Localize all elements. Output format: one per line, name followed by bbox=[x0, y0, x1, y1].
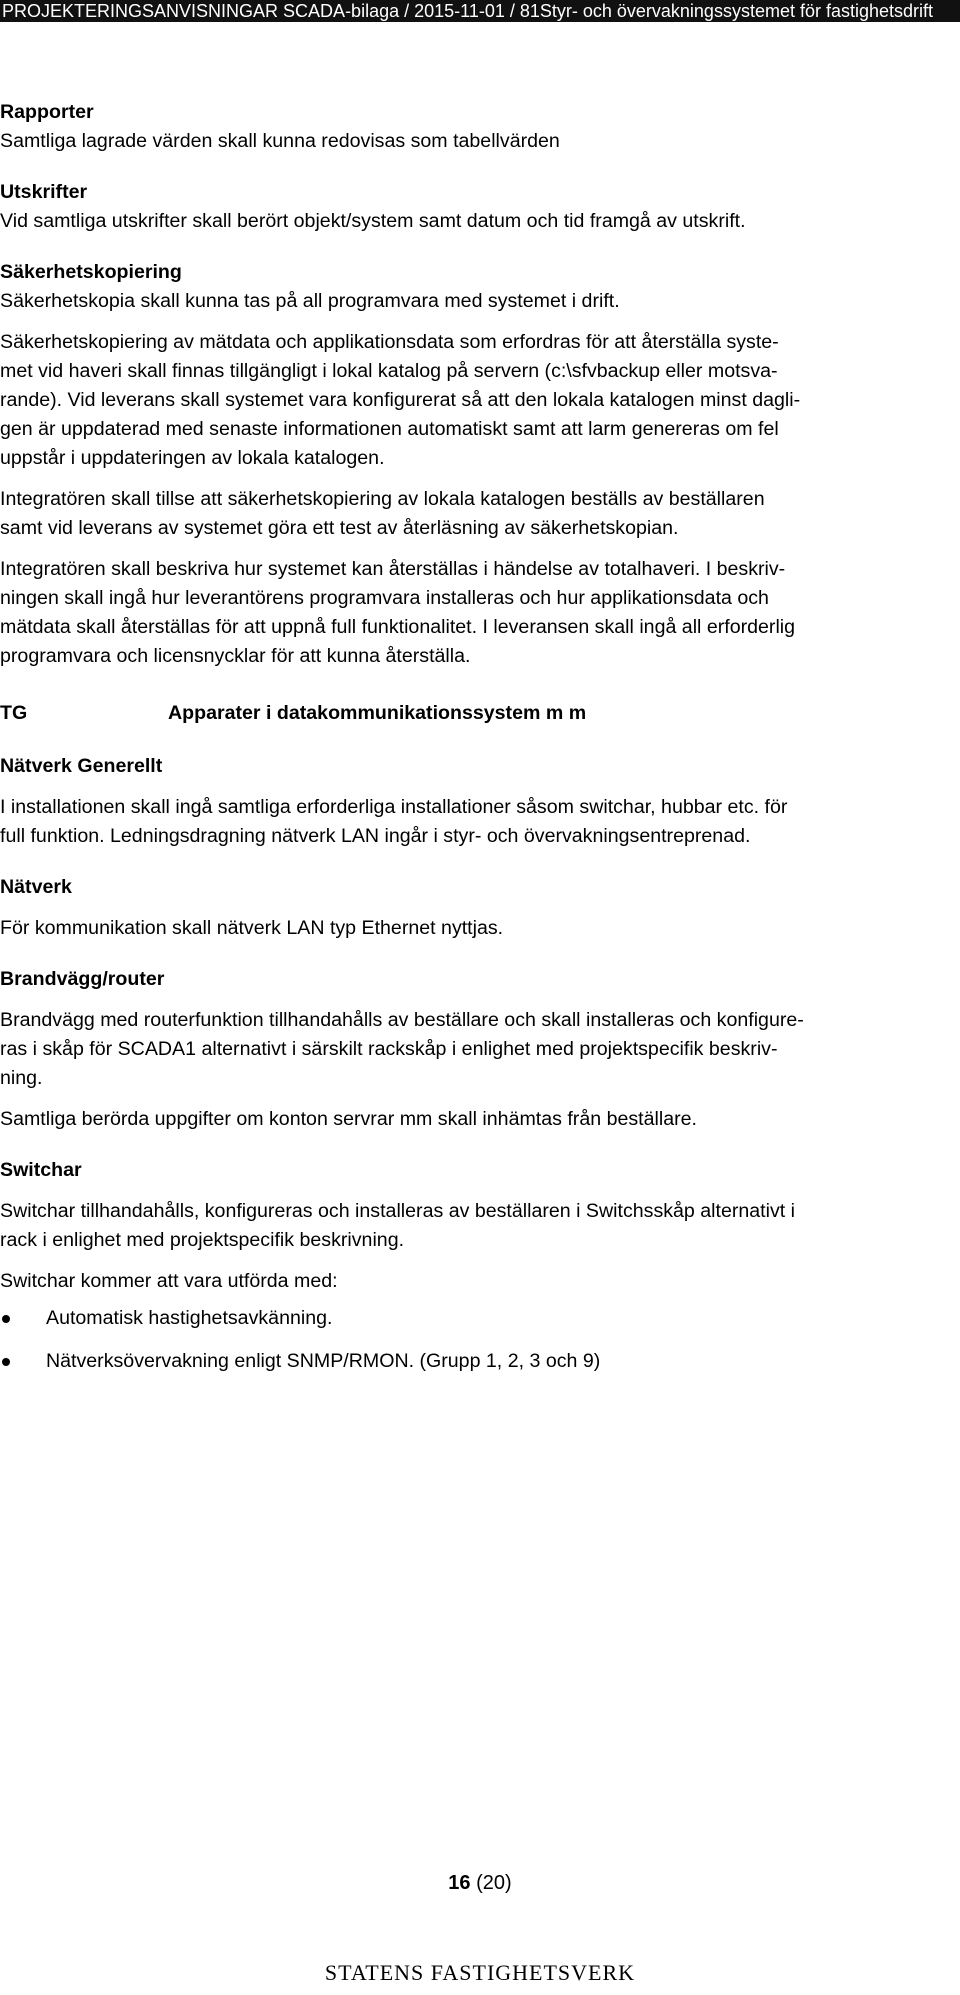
section-heading: Nätverk bbox=[0, 876, 72, 898]
section-brandvagg bbox=[0, 965, 950, 1134]
text-line: Säkerhetskopiering av mätdata och applikationsdata som erfordras för att återställa syste- bbox=[0, 331, 779, 353]
paragraph bbox=[0, 485, 950, 543]
section-natverk bbox=[0, 873, 950, 943]
chapter-code: TG bbox=[0, 702, 28, 724]
paragraph: Vid samtliga utskrifter skall berört objekt/system samt datum och tid framgå av utskrift. bbox=[0, 210, 746, 232]
section-heading: Säkerhetskopiering bbox=[0, 261, 182, 283]
text-line: mätdata skall återställas för att uppnå full funktionalitet. I leveransen skall ingå all erforderlig bbox=[0, 616, 796, 638]
section-sakerhetskopiering bbox=[0, 258, 950, 671]
paragraph bbox=[0, 1006, 950, 1093]
page-number bbox=[0, 1870, 960, 1896]
section-heading: Brandvägg/router bbox=[0, 968, 165, 990]
paragraph bbox=[0, 555, 950, 671]
paragraph: Switchar kommer att vara utförda med: bbox=[0, 1270, 338, 1292]
running-header: PROJEKTERINGSANVISNINGAR SCADA-bilaga / 2015-11-01 / 81Styr- och övervakningssystemet för fastighetsdrift bbox=[0, 0, 960, 22]
text-line: Integratören skall beskriva hur systemet kan återställas i händelse av totalhaveri. I beskriv- bbox=[0, 558, 786, 580]
text-line: gen är uppdaterad med senaste informationen automatiskt samt att larm genereras om fel bbox=[0, 418, 779, 440]
section-heading: Switchar bbox=[0, 1159, 82, 1181]
text-line: uppstår i uppdateringen av lokala katalogen. bbox=[0, 447, 385, 469]
bullet-list bbox=[0, 1304, 950, 1376]
text-line: Brandvägg med routerfunktion tillhandahålls av beställare och skall installeras och konfigure- bbox=[0, 1009, 804, 1031]
paragraph: Samtliga berörda uppgifter om konton servrar mm skall inhämtas från beställare. bbox=[0, 1108, 697, 1130]
page-total: (20) bbox=[476, 1872, 512, 1894]
text-line: programvara och licensnycklar för att kunna återställa. bbox=[0, 645, 471, 667]
text-line: met vid haveri skall finnas tillgängligt i lokal katalog på servern (c:\sfvbackup eller motsva- bbox=[0, 360, 778, 382]
text-line: rande). Vid leverans skall systemet vara konfigurerat så att den lokala katalogen minst dagli- bbox=[0, 389, 801, 411]
section-rapporter bbox=[0, 98, 950, 156]
list-item bbox=[0, 1347, 950, 1376]
section-heading: Nätverk Generellt bbox=[0, 755, 163, 777]
section-switchar bbox=[0, 1156, 950, 1376]
list-item-text: Nätverksövervakning enligt SNMP/RMON. (Grupp 1, 2, 3 och 9) bbox=[46, 1350, 601, 1372]
text-line: Switchar tillhandahålls, konfigureras och installeras av beställaren i Switchsskåp alternativt i bbox=[0, 1200, 796, 1222]
text-line: samt vid leverans av systemet göra ett test av återläsning av säkerhetskopian. bbox=[0, 517, 679, 539]
paragraph: Samtliga lagrade värden skall kunna redovisas som tabellvärden bbox=[0, 130, 560, 152]
text-line: Integratören skall tillse att säkerhetskopiering av lokala katalogen beställs av beställaren bbox=[0, 488, 765, 510]
text-line: rack i enlighet med projektspecifik beskrivning. bbox=[0, 1229, 405, 1251]
text-line: ning. bbox=[0, 1067, 43, 1089]
paragraph bbox=[0, 328, 950, 473]
paragraph: Säkerhetskopia skall kunna tas på all programvara med systemet i drift. bbox=[0, 290, 620, 312]
list-item bbox=[0, 1304, 950, 1333]
paragraph bbox=[0, 1197, 950, 1255]
section-natverk-generellt bbox=[0, 752, 950, 851]
text-line: ningen skall ingå hur leverantörens programvara installeras och hur applikationsdata och bbox=[0, 587, 769, 609]
section-utskrifter bbox=[0, 178, 950, 236]
chapter-title: Apparater i datakommunikationssystem m m bbox=[168, 702, 587, 724]
section-heading: Rapporter bbox=[0, 101, 94, 123]
chapter-heading bbox=[0, 699, 950, 728]
paragraph: För kommunikation skall nätverk LAN typ Ethernet nyttjas. bbox=[0, 917, 504, 939]
text-line: full funktion. Ledningsdragning nätverk LAN ingår i styr- och övervakningsentreprenad. bbox=[0, 825, 751, 847]
bullet-icon bbox=[2, 1315, 10, 1323]
text-line: ras i skåp för SCADA1 alternativt i särskilt rackskåp i enlighet med projektspecifik beskriv- bbox=[0, 1038, 778, 1060]
statens-fastighetsverk-logo: STATENS FASTIGHETSVERK bbox=[324, 1960, 636, 1985]
bullet-icon bbox=[2, 1358, 10, 1366]
list-item-text: Automatisk hastighetsavkänning. bbox=[46, 1307, 333, 1329]
text-line: I installationen skall ingå samtliga erforderliga installationer såsom switchar, hubbar etc. för bbox=[0, 796, 788, 818]
section-heading: Utskrifter bbox=[0, 181, 88, 203]
document-body bbox=[0, 98, 950, 1376]
page-current: 16 bbox=[448, 1872, 471, 1894]
